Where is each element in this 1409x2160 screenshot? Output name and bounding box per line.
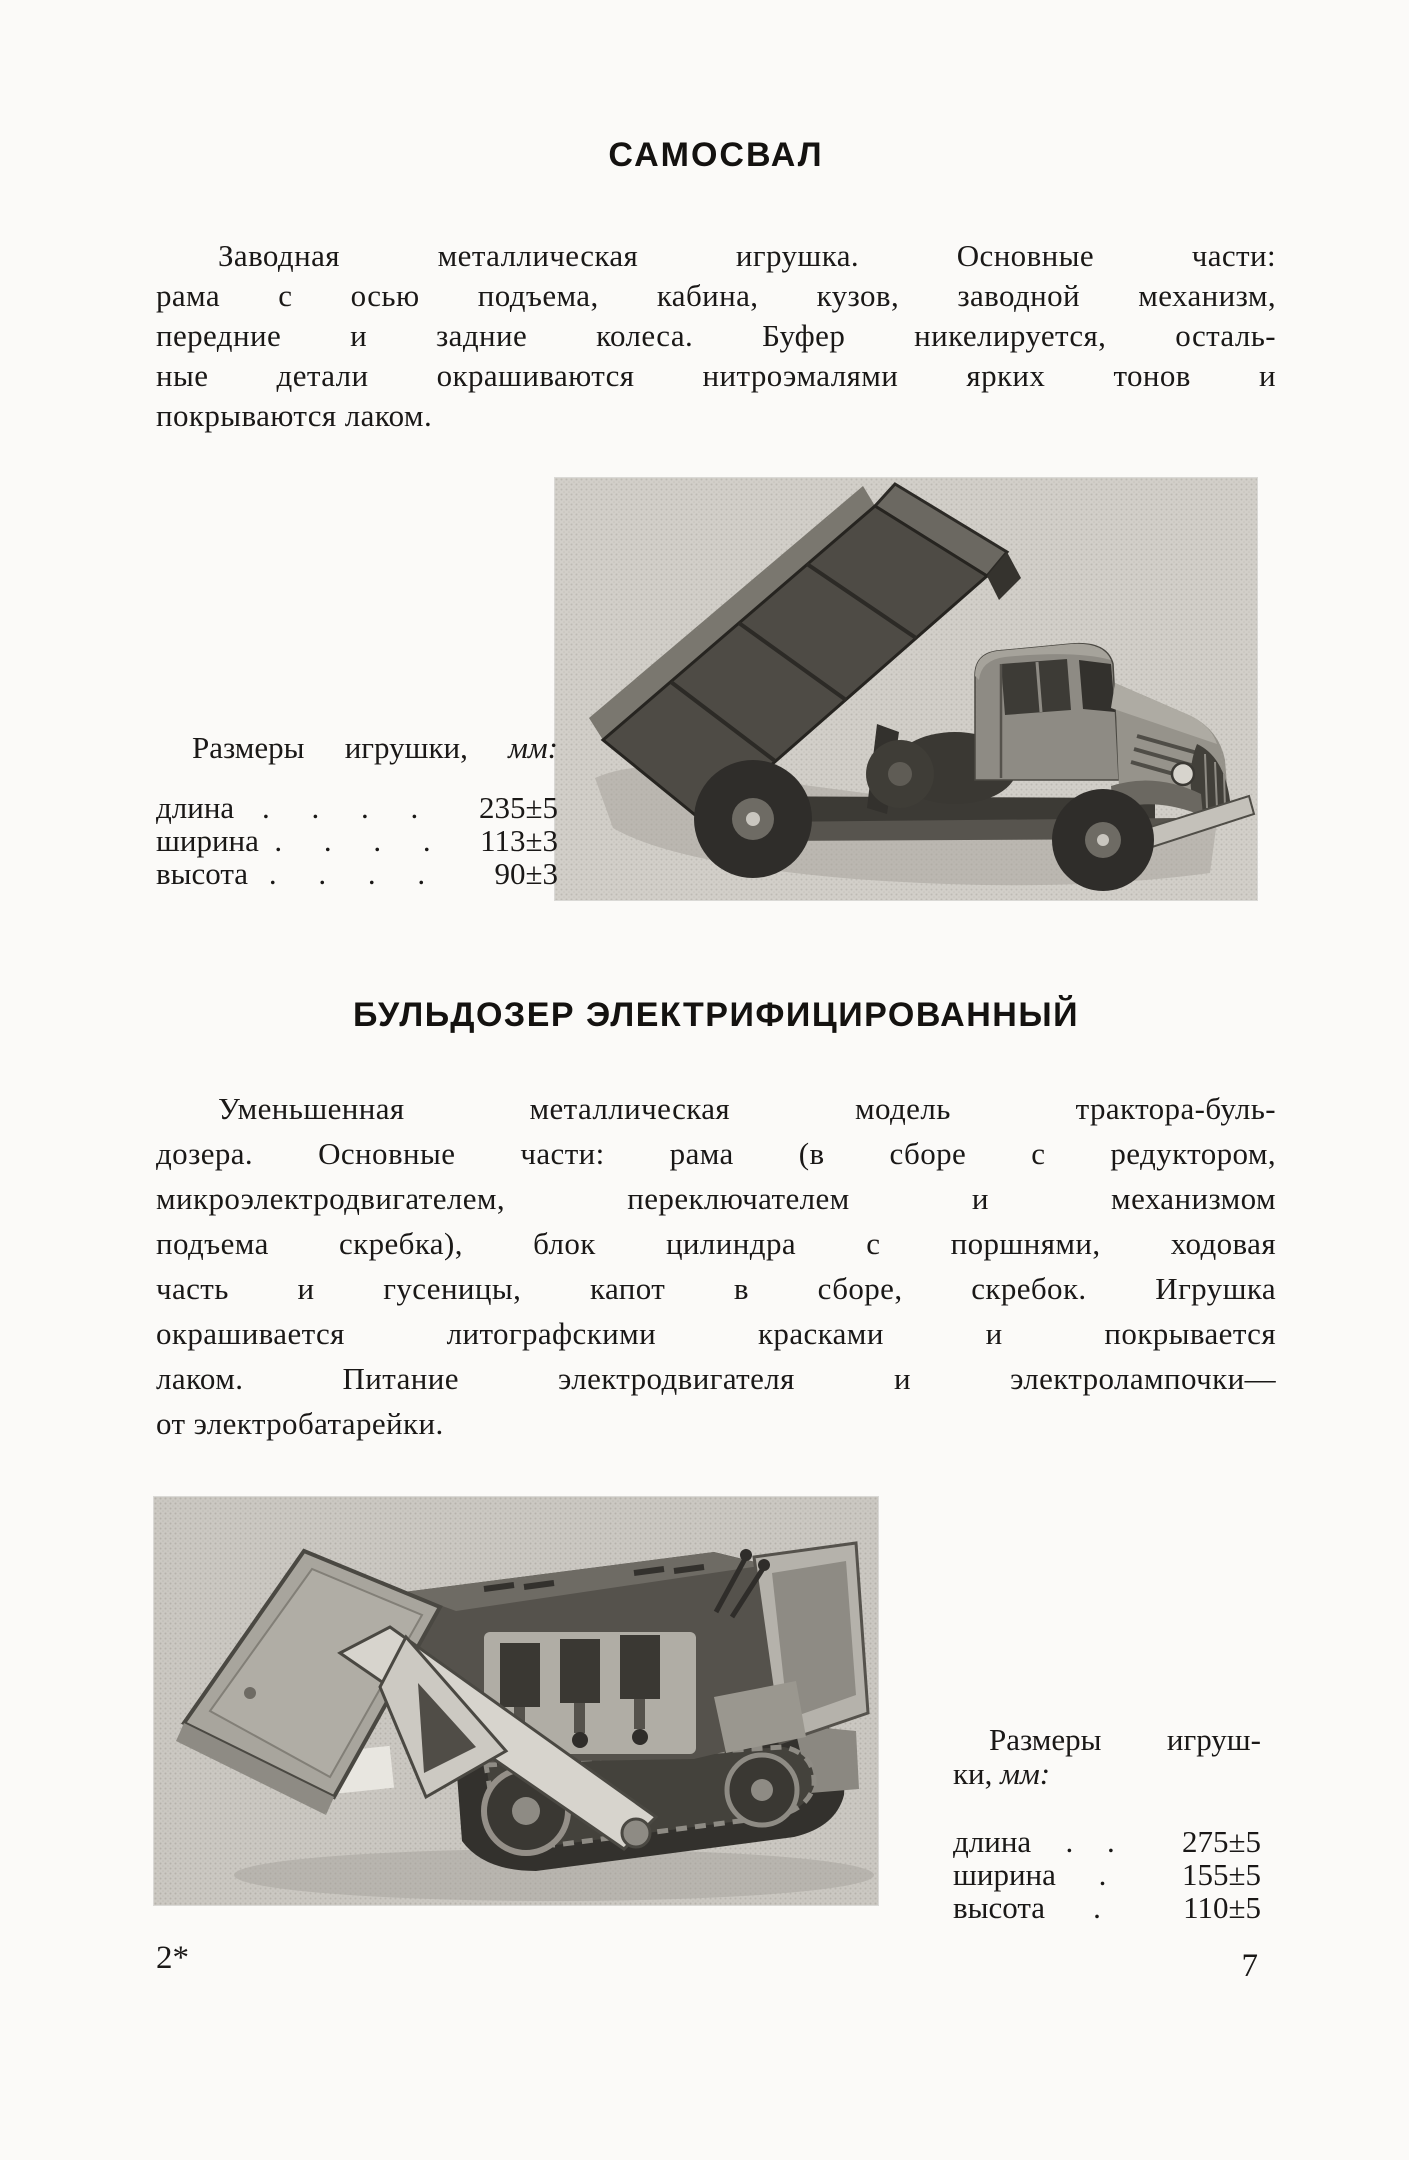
size-table-bulldozer: [953, 1723, 1261, 1924]
size-table-caption: [156, 731, 558, 765]
size-table-samosval: [156, 731, 558, 890]
size-table-caption-line2: [953, 1757, 1261, 1791]
section-title-samosval: САМОСВАЛ: [608, 136, 824, 174]
caption-text: ки,: [953, 1756, 993, 1791]
paragraph-bulldozer: [156, 1086, 1276, 1446]
size-row-length: [156, 791, 558, 824]
dot-leader: . .: [1065, 1824, 1115, 1859]
size-value: 113±3: [480, 823, 558, 858]
paragraph-line: дозера. Основные части: рама (в сборе с редуктором,: [156, 1136, 1276, 1171]
dump-truck-photo: [555, 478, 1257, 900]
size-row-length: [953, 1825, 1261, 1858]
size-name: ширина: [953, 1857, 1056, 1892]
size-name: высота: [156, 856, 249, 891]
caption-unit: мм:: [508, 730, 558, 765]
size-name: длина: [953, 1824, 1032, 1859]
size-name: длина: [156, 790, 235, 825]
bulldozer-photo: [154, 1497, 878, 1905]
size-table-caption-line1: Размеры игруш-: [989, 1722, 1261, 1757]
page-number: 7: [1241, 1948, 1258, 1984]
size-name: высота: [953, 1890, 1046, 1925]
paragraph-line: Заводная металлическая игрушка. Основные части:: [218, 238, 1276, 273]
size-value: 155±5: [1181, 1857, 1261, 1892]
paragraph-line: ные детали окрашиваются нитроэмалями ярких тонов и: [156, 358, 1276, 393]
paragraph-line: рама с осью подъема, кабина, кузов, заводной механизм,: [156, 278, 1276, 313]
size-rows: [953, 1825, 1261, 1924]
paragraph-line: окрашивается литографскими красками и покрывается: [156, 1316, 1276, 1351]
paragraph-line: часть и гусеницы, капот в сборе, скребок. Игрушка: [156, 1271, 1276, 1306]
size-row-width: [156, 824, 558, 857]
paragraph-line: покрываются лаком.: [156, 398, 433, 433]
size-value: 235±5: [478, 790, 558, 825]
paragraph-line: Уменьшенная металлическая модель трактора-буль-: [218, 1091, 1276, 1126]
section-title-bulldozer: БУЛЬДОЗЕР ЭЛЕКТРИФИЦИРОВАННЫЙ: [352, 996, 1080, 1034]
paragraph-line: от электробатарейки.: [156, 1406, 444, 1441]
size-name: ширина: [156, 823, 259, 858]
size-value: 90±3: [494, 856, 558, 891]
dot-leader: . . . .: [268, 856, 426, 891]
dot-leader: .: [1098, 1857, 1107, 1892]
paragraph-samosval: [156, 236, 1276, 436]
paragraph-line: передние и задние колеса. Буфер никелируется, осталь-: [156, 318, 1276, 353]
dot-leader: .: [1093, 1890, 1101, 1925]
dot-leader: . . . .: [274, 823, 431, 858]
dot-leader: . . . .: [261, 790, 419, 825]
size-rows: [156, 791, 558, 890]
caption-unit: мм:: [1000, 1756, 1051, 1791]
size-value: 110±5: [1183, 1890, 1261, 1925]
dump-truck-illustration: [555, 478, 1257, 900]
signature-mark: 2*: [156, 1940, 189, 1976]
paragraph-line: подъема скребка), блок цилиндра с поршнями, ходовая: [156, 1226, 1276, 1261]
caption-text: Размеры игрушки,: [192, 730, 468, 765]
size-row-width: [953, 1858, 1261, 1891]
bulldozer-illustration: [154, 1497, 878, 1905]
paragraph-line: микроэлектродвигателем, переключателем и механизмом: [156, 1181, 1276, 1216]
size-row-height: [156, 857, 558, 890]
size-value: 275±5: [1181, 1824, 1261, 1859]
paragraph-line: лаком. Питание электродвигателя и электролампочки—: [156, 1361, 1276, 1396]
size-row-height: [953, 1891, 1261, 1924]
